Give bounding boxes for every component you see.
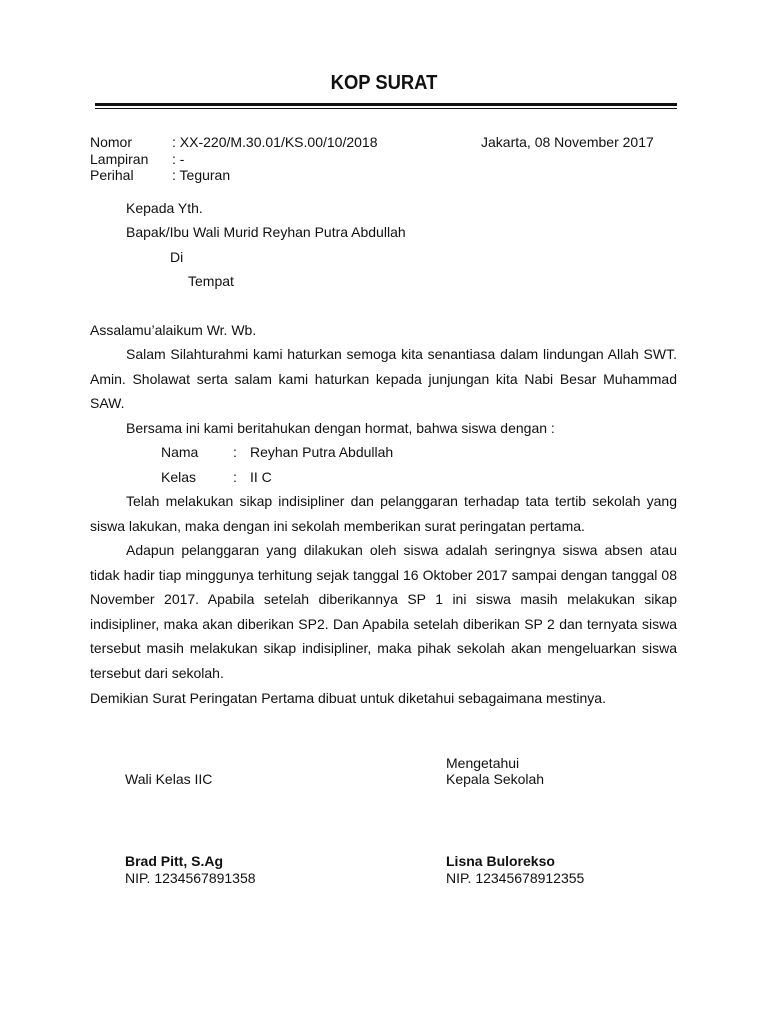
- lampiran-label: Lampiran: [90, 151, 149, 167]
- left-signatory-name: Brad Pitt, S.Ag: [125, 853, 224, 869]
- left-signatory-nip: NIP. 1234567891358: [125, 870, 256, 886]
- paragraph-3: Telah melakukan sikap indisipliner dan pelanggaran terhadap tata tertib sekolah yang siswa lakukan, maka dengan ini sekolah memberikan surat peringatan pertama.: [90, 493, 677, 534]
- closing-sentence: Demikian Surat Peringatan Pertama dibuat untuk diketahui sebagaimana mestinya.: [90, 690, 606, 706]
- student-name-colon: :: [233, 444, 237, 460]
- lampiran-value: : -: [172, 151, 185, 167]
- recipient-line-1: Kepada Yth.: [126, 200, 203, 216]
- right-acknowledge: Mengetahui: [446, 755, 520, 771]
- student-class-label: Kelas: [161, 469, 197, 485]
- student-class-colon: :: [233, 469, 237, 485]
- letterhead-title: KOP SURAT: [330, 72, 438, 94]
- student-name-label: Nama: [161, 444, 199, 460]
- right-signatory-role: Kepala Sekolah: [446, 771, 545, 787]
- student-class-value: II C: [250, 469, 272, 485]
- perihal-label: Perihal: [90, 167, 134, 183]
- paragraph-4: Adapun pelanggaran yang dilakukan oleh siswa adalah seringnya siswa absen atau tidak hadir tiap minggunya terhitung sejak tanggal 16 Oktober 2017 sampai dengan tanggal 08 November 2017. Apabila setelah diberikannya SP 1 ini siswa masih melakukan sikap indisipliner, maka akan diberikan SP2. Dan Apabila setelah diberikan SP 2 dan ternyata siswa tersebut masih melakukan sikap indisipliner, maka pihak sekolah akan mengeluarkan siswa tersebut dari sekolah.: [90, 542, 677, 681]
- paragraph-2: Bersama ini kami beritahukan dengan hormat, bahwa siswa dengan :: [126, 420, 555, 436]
- paragraph-1: Salam Silahturahmi kami haturkan semoga kita senantiasa dalam lindungan Allah SWT. Amin. Sholawat serta salam kami haturkan kepada junjungan kita Nabi Besar Muhammad SAW.: [90, 346, 677, 411]
- perihal-value: : Teguran: [172, 167, 231, 183]
- recipient-line-3: Di: [170, 249, 184, 265]
- greeting: Assalamu’alaikum Wr. Wb.: [90, 322, 257, 338]
- right-signatory-nip: NIP. 12345678912355: [446, 870, 585, 886]
- place-date: Jakarta, 08 November 2017: [481, 134, 654, 150]
- right-signatory-name: Lisna Bulorekso: [446, 853, 555, 869]
- nomor-label: Nomor: [90, 134, 133, 150]
- recipient-line-4: Tempat: [188, 273, 234, 289]
- recipient-line-2: Bapak/Ibu Wali Murid Reyhan Putra Abdullah: [126, 224, 406, 240]
- nomor-value: : XX-220/M.30.01/KS.00/10/2018: [172, 134, 378, 150]
- left-signatory-role: Wali Kelas IIC: [125, 771, 213, 787]
- student-name-value: Reyhan Putra Abdullah: [250, 444, 394, 460]
- letterhead-rule-thick: [95, 103, 677, 106]
- letterhead-rule-thin: [95, 108, 677, 109]
